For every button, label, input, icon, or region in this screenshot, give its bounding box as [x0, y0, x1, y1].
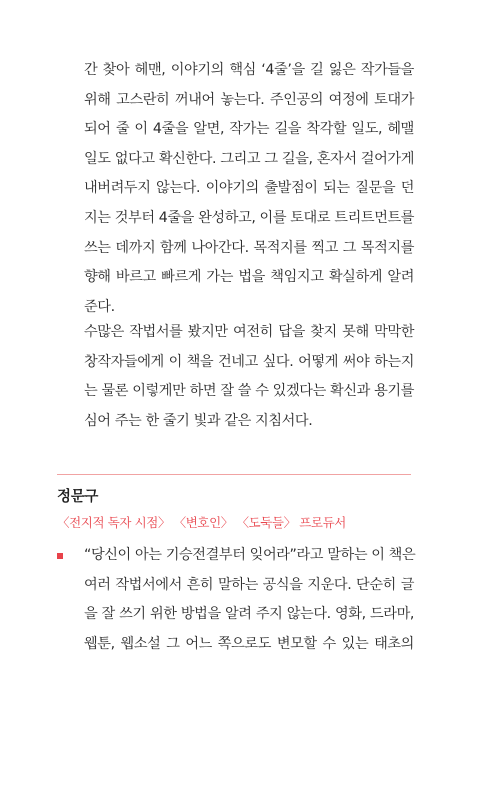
text-line: “당신이 아는 기승전결부터 잊어라”라고 말하는 이 책은 — [84, 547, 416, 563]
section-divider — [57, 474, 411, 475]
text-line: 간 찾아 헤맨, 이야기의 핵심 ‘4줄’을 길 잃은 작가들을 — [84, 62, 414, 78]
text-line: 는 물론 이렇게만 하면 잘 쓸 수 있겠다는 확신과 용기를 — [84, 383, 414, 400]
body-paragraph-2 — [84, 318, 414, 436]
review-quote — [84, 541, 414, 659]
body-paragraph-1 — [84, 56, 414, 322]
text-line: 내버려두지 않는다. 이야기의 출발점이 되는 질문을 던 — [84, 180, 414, 197]
bullet-square-icon — [57, 553, 63, 559]
text-line: 심어 주는 한 줄기 빛과 같은 지침서다. — [84, 412, 313, 429]
text-line: 위해 고스란히 꺼내어 놓는다. 주인공의 여정에 토대가 — [84, 91, 414, 108]
text-line: 수많은 작법서를 봤지만 여전히 답을 찾지 못해 막막한 — [84, 324, 414, 340]
reviewer-credits: 〈전지적 독자 시점〉 〈변호인〉 〈도둑들〉 프로듀서 — [57, 515, 346, 530]
text-line: 여러 작법서에서 흔히 말하는 공식을 지운다. 단순히 글 — [84, 576, 414, 593]
text-line: 되어 줄 이 4줄을 알면, 작가는 길을 착각할 일도, 헤맬 — [84, 121, 414, 138]
text-line: 지는 것부터 4줄을 완성하고, 이를 토대로 트리트먼트를 — [84, 209, 415, 226]
text-line: 을 잘 쓰기 위한 방법을 알려 주지 않는다. 영화, 드라마, — [84, 606, 414, 623]
text-line: 준다. — [84, 298, 115, 315]
reviewer-name: 정문구 — [57, 489, 99, 505]
text-line: 향해 바르고 빠르게 가는 법을 책임지고 확실하게 알려 — [84, 269, 414, 286]
text-line: 일도 없다고 확신한다. 그리고 그 길을, 혼자서 걸어가게 — [84, 150, 414, 167]
text-line: 웹툰, 웹소설 그 어느 쪽으로도 변모할 수 있는 태초의 — [84, 635, 414, 652]
text-line: 창작자들에게 이 책을 건네고 싶다. 어떻게 써야 하는지 — [84, 353, 414, 370]
text-line: 쓰는 데까지 함께 나아간다. 목적지를 찍고 그 목적지를 — [84, 239, 414, 256]
